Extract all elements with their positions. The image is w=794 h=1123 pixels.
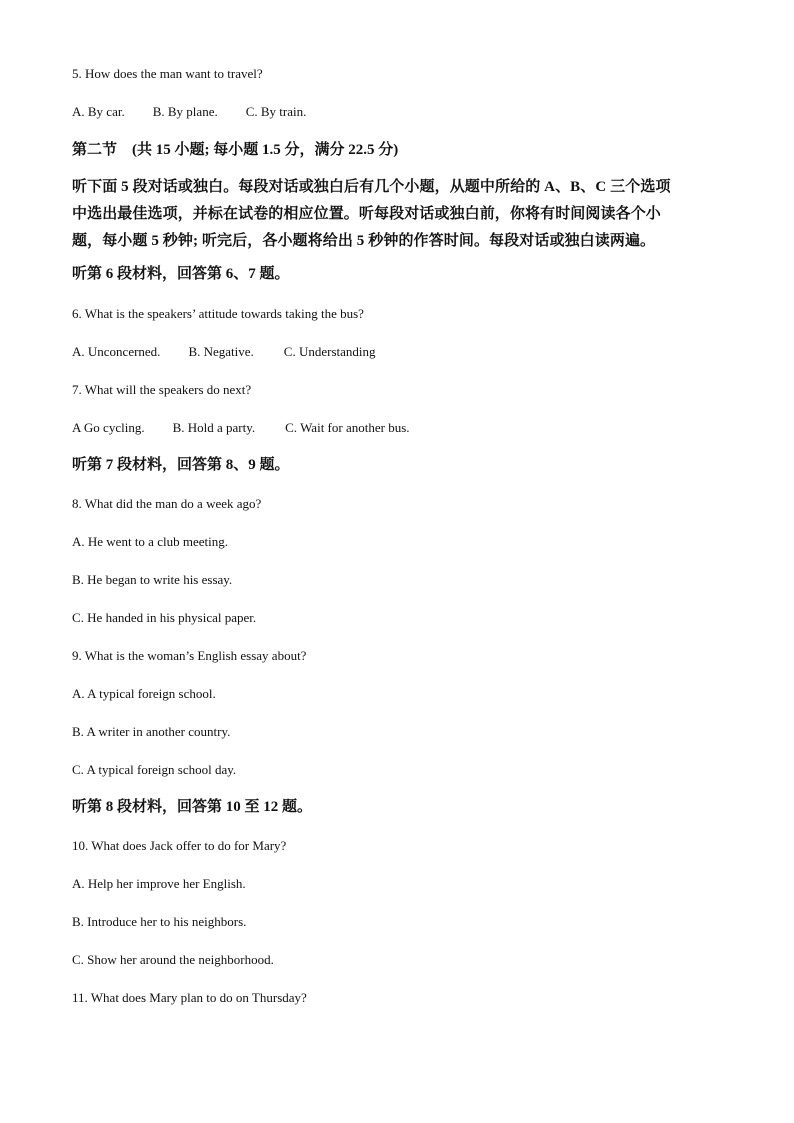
question-5: 5. How does the man want to travel? xyxy=(72,66,263,81)
option-b: B. Negative. xyxy=(188,344,254,359)
passage-7-heading: 听第 7 段材料，回答第 8、9 题。 xyxy=(72,457,290,473)
question-8-option-c: C. He handed in his physical paper. xyxy=(72,610,257,625)
question-7-options xyxy=(72,420,410,436)
option-a: A. By car. xyxy=(72,104,125,119)
question-10-option-b: B. Introduce her to his neighbors. xyxy=(72,914,247,929)
passage-6-heading: 听第 6 段材料，回答第 6、7 题。 xyxy=(72,266,290,282)
option-c: C. Wait for another bus. xyxy=(285,420,410,435)
option-b: B. Hold a party. xyxy=(172,420,256,435)
question-11: 11. What does Mary plan to do on Thursday? xyxy=(72,990,307,1005)
passage-8-heading: 听第 8 段材料，回答第 10 至 12 题。 xyxy=(72,799,313,815)
question-10: 10. What does Jack offer to do for Mary? xyxy=(72,838,287,853)
instruction-line: 中选出最佳选项，并标在试卷的相应位置。听每段对话或独白前，你将有时间阅读各个小 xyxy=(72,206,661,222)
instruction-line: 听下面 5 段对话或独白。每段对话或独白后有几个小题，从题中所给的 A、B、C 三个选项 xyxy=(72,179,671,195)
instruction-line: 题，每小题 5 秒钟; 听完后，各小题将给出 5 秒钟的作答时间。每段对话或独白读两遍。 xyxy=(72,233,656,249)
question-9-option-c: C. A typical foreign school day. xyxy=(72,762,237,777)
option-c: C. By train. xyxy=(245,104,307,119)
question-6: 6. What is the speakers’ attitude towards taking the bus? xyxy=(72,306,364,321)
question-7: 7. What will the speakers do next? xyxy=(72,382,252,397)
question-8-option-a: A. He went to a club meeting. xyxy=(72,534,228,549)
question-5-options xyxy=(72,104,306,120)
question-9-option-a: A. A typical foreign school. xyxy=(72,686,216,701)
question-10-option-c: C. Show her around the neighborhood. xyxy=(72,952,274,967)
option-b: B. By plane. xyxy=(152,104,218,119)
section-heading: 第二节 (共 15 小题; 每小题 1.5 分，满分 22.5 分) xyxy=(72,142,399,158)
option-a: A. Unconcerned. xyxy=(72,344,161,359)
question-9-option-b: B. A writer in another country. xyxy=(72,724,231,739)
option-a: A Go cycling. xyxy=(72,420,145,435)
option-c: C. Understanding xyxy=(283,344,376,359)
question-10-option-a: A. Help her improve her English. xyxy=(72,876,246,891)
question-8: 8. What did the man do a week ago? xyxy=(72,496,262,511)
question-8-option-b: B. He began to write his essay. xyxy=(72,572,233,587)
section-instructions xyxy=(72,176,722,252)
question-6-options xyxy=(72,344,376,360)
question-9: 9. What is the woman’s English essay about? xyxy=(72,648,307,663)
